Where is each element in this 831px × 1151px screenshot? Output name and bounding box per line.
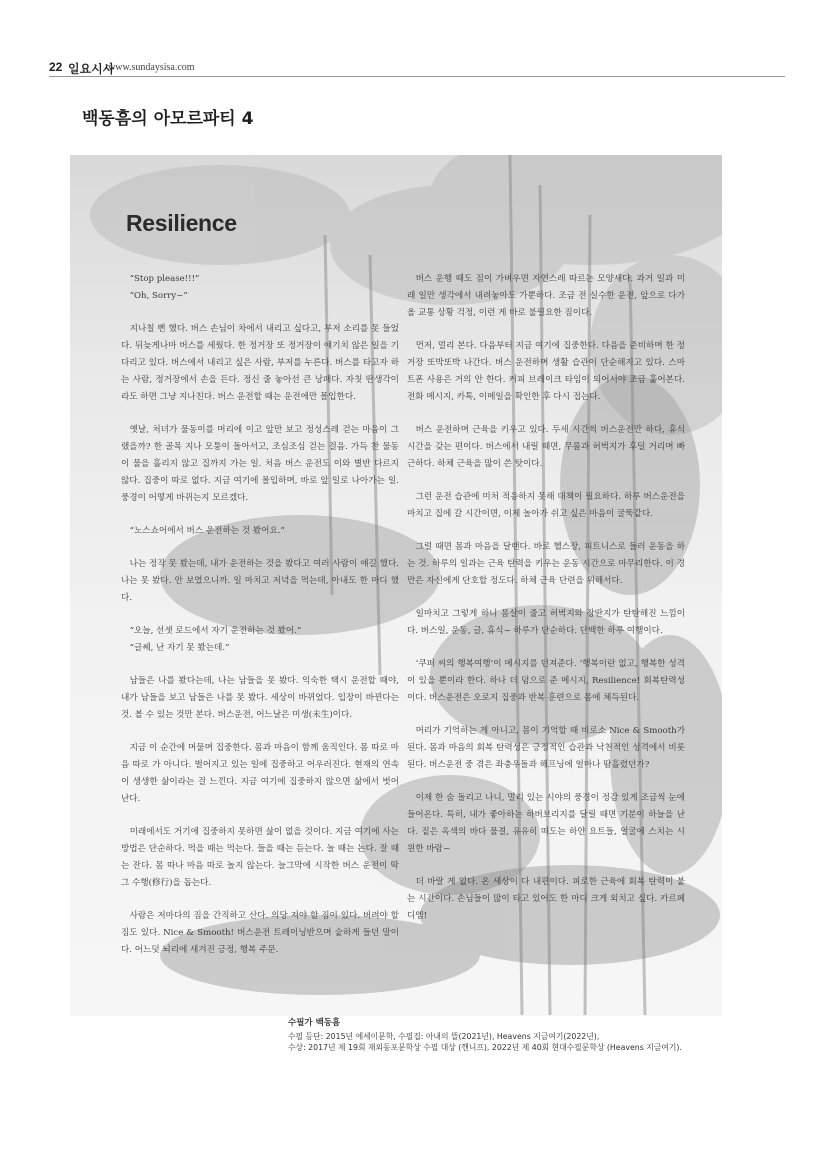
paragraph: “Stop please!!!” [129,274,200,284]
publication-name: 일요시사 [68,62,115,76]
paragraph-gap [407,774,685,790]
page-number: 22 [49,60,63,74]
paragraph: 옛날, 처녀가 물동이를 머리에 이고 앞만 보고 정성스레 걷는 마음이 그랬을까? 한 골목 지나 모퉁이 돌아서고, 조심조심 걷는 걸음. 가득 찬 물동이 물을 흘리지 않고 집까지 가는 일. 처음 버스 운전도 이와 별반 다르지 않다. 집중이 따로 없다. 지금 여기에 몰입하며, 바로 앞 일로 나아가는 일. 풍경이 어떻게 바뀌는지 모르겠다. [121,425,399,503]
paragraph-gap [407,640,685,656]
paragraph: “노스쇼어에서 버스 운전하는 것 봤어요.” [129,526,285,536]
paragraph-gap [121,305,399,321]
paragraph-gap [121,657,399,673]
paragraph-gap [407,406,685,422]
paragraph-gap [407,322,685,338]
paragraph: 남들은 나를 봤다는데, 나는 남들을 못 봤다. 익숙한 택시 운전할 때야, 내가 남들을 보고 남들은 나를 못 봤다. 세상이 바뀌었다. 입장이 바뀐다는 것. 볼 수 있는 것만 본다. 버스운전, 어느날은 미생(未生)이다. [121,676,399,720]
paragraph: 버스 운행 때도 짐이 가벼우면 자연스레 따르는 모양새다. 과거 일과 미래 일만 생각에서 내려놓아도 가뿐하다. 조금 전 실수한 운전, 앞으로 다가올 교통 상황 걱정, 이런 게 바로 불필요한 짐이다. [407,274,685,318]
author-bio [288,1018,728,1053]
page-header [0,0,831,78]
paragraph: 더 바랄 게 없다. 온 세상이 다 내편이다. 피로한 근육에 회복 탄력이 붙는 시간이다. 손님들이 많이 타고 있어도 한 마디 크게 외치고 싶다. 카르페디엠! [407,877,685,921]
paragraph: 이제 한 숨 돌리고 나니, 멀리 있는 시야의 풍경이 정감 있게 조금씩 눈에 들어온다. 특히, 내가 좋아하는 하버브리지를 달릴 때면 기분이 하늘을 난다. 짙은 옥색의 바다 물결, 유유히 떠도는 하얀 요트들, 얼굴에 스치는 시원한 바람~ [407,793,685,854]
paragraph-gap [407,858,685,874]
paragraph-gap [121,892,399,908]
paragraph-gap [407,523,685,539]
header-divider [49,76,785,77]
left-text-column [121,271,399,959]
paragraph: ‘쿠퍼 씨의 행복여행’이 메시지를 던져준다. ‘행복이란 없고, 행복한 성격이 있을 뿐이라 한다. 하나 더 덤으로 준 메시지, Resilience! 회복탄력성이다. 버스운전은 오로지 집중과 반복 훈련으로 몸에 체득된다. [407,659,685,703]
paragraph: 일마치고 그렇게 하니 몸살이 줄고 허벅지와 장딴지가 탄탄해진 느낌이다. 버스일, 운동, 글, 휴식~ 하루가 단순하다. 단백한 하루 여행이다. [407,609,685,636]
paragraph: 나는 정작 못 봤는데, 내가 운전하는 것을 봤다고 여러 사람이 얘길 했다. 나는 못 봤다. 안 보였으니까. 일 마치고 저녁을 먹는데, 아내도 한 마디 했다. [121,559,399,603]
paragraph-gap [407,473,685,489]
right-text-column [407,271,685,925]
paragraph: 그럴 때면 몸과 마음을 달랜다. 바로 헬스장, 피트니스로 들러 운동을 하는 것. 하루의 일과는 근육 탄력을 키우는 운동 시간으로 마무리한다. 이 경만은 자신에게 단호할 정도다. 하체 근육 단련을 위해서다. [407,542,685,586]
paragraph-gap [121,607,399,623]
paragraph-gap [407,590,685,606]
paragraph: “Oh, Sorry~” [129,291,188,301]
author-bio-line: 수상: 2017년 제 19회 재외동포문학상 수필 대상 (깬니프), 2022년 제 40회 현대수필문학상 (Heavens 지금여기). [288,1043,682,1052]
paragraph-gap [121,540,399,556]
paragraph: 지나칠 뻔 했다. 버스 손님이 차에서 내리고 싶다고, 부저 소리를 못 들었다. 뒤늦게나마 버스를 세웠다. 한 정거장 또 정거장이 얘기치 않은 일을 기다리고 있다. 버스에서 내리고 싶은 사람, 부저를 누른다. 버스를 타고자 하는 사람, 정거장에서 손을 든다. 정신 줄 놓아선 큰 낭패다. 자칫 딴생각이라도 하면 그냥 지나친다. 버스 운전할 때는 운전에만 몰입한다. [121,324,399,402]
paragraph: 지금 이 순간에 머물며 집중한다. 몸과 마음이 함께 움직인다. 몸 따로 마음 따로 가 아니다. 벌어지고 있는 일에 집중하고 어우러진다. 현재의 연속이 생생한 삶이라는 걸 느낀다. 지금 여기에 집중하지 않으면 삶에서 벗어난다. [121,743,399,804]
paragraph-gap [407,707,685,723]
publication-url: www.sundaysisa.com [108,62,195,73]
author-bio-line: 수필 등단: 2015년 에세이문학, 수필집: 아내의 뜰(2021년), Heavens 지금여기(2022년), [288,1032,600,1041]
paragraph: 버스 운전하며 근육을 키우고 있다. 두세 시간씩 버스운전만 하다, 휴식 시간을 갖는 편이다. 버스에서 내릴 때면, 무릎과 허벅지가 후덜 거리며 빠근하다. 하체 근육을 많이 쓴 탓이다. [407,425,685,469]
paragraph-gap [121,724,399,740]
paragraph: 그런 운전 습관에 미처 적응하지 못해 대책이 필요하다. 하루 버스운전을 마치고 집에 갈 시간이면, 이제 놀아가 쉬고 싶은 마음이 굴뚝같다. [407,492,685,519]
paragraph: 미래에서도 거기에 집중하지 못하면 삶이 없을 것이다. 지금 여기에 사는 방법은 단순하다. 먹을 때는 먹는다. 들을 때는 듣는다. 놀 때는 논다. 잘 때는 잔다. 몸 따나 마음 따로 놀지 않는다. 늘그막에 시작한 버스 운전이 딱 그 수행(修行)을 돕는다. [121,827,399,888]
paragraph-gap [121,507,399,523]
section-title: 백동흠의 아모르파티 4 [82,109,254,129]
essay-title: Resilience [126,210,237,236]
paragraph: “글쎄, 난 자기 못 봤는데.” [129,643,230,653]
paragraph-gap [121,406,399,422]
paragraph: 사람은 저마다의 짐을 간직하고 산다. 의당 져야 할 짐이 있다. 버려야 할 짐도 있다. Nice & Smooth! 버스운전 트레이닝반으며 숱하게 들던 말이다. 어느덧 뇌리에 새겨진 긍정, 행복 주문. [121,911,399,955]
paragraph-gap [121,808,399,824]
paragraph: 먼저, 멀리 본다. 다음부터 지금 여기에 집중한다. 다음을 준비하며 한 정거장 또박또박 나간다. 버스 운전하며 생활 습관이 단순해지고 있다. 스마트폰 사용은 거의 안 한다. 커피 브레이크 타임이 되어서야 조금 훑어본다. 전화 메시지, 카톡, 이메일을 확인한 후 다시 접는다. [407,341,685,402]
author-name: 수필가 백동흠 [288,1018,341,1028]
paragraph: “오늘, 선셋 로드에서 자기 운전하는 것 봤어.” [129,626,302,636]
paragraph: 머리가 기억하는 게 아니고, 몸이 기억할 때 비로소 Nice & Smooth가 된다. 몸과 마음의 회복 탄력성은 긍정적인 습관과 낙천적인 성격에서 비롯된다. 버스운전 중 겪은 좌충우돌과 해프닝에 얼마나 땀흘렸던가? [407,726,685,770]
